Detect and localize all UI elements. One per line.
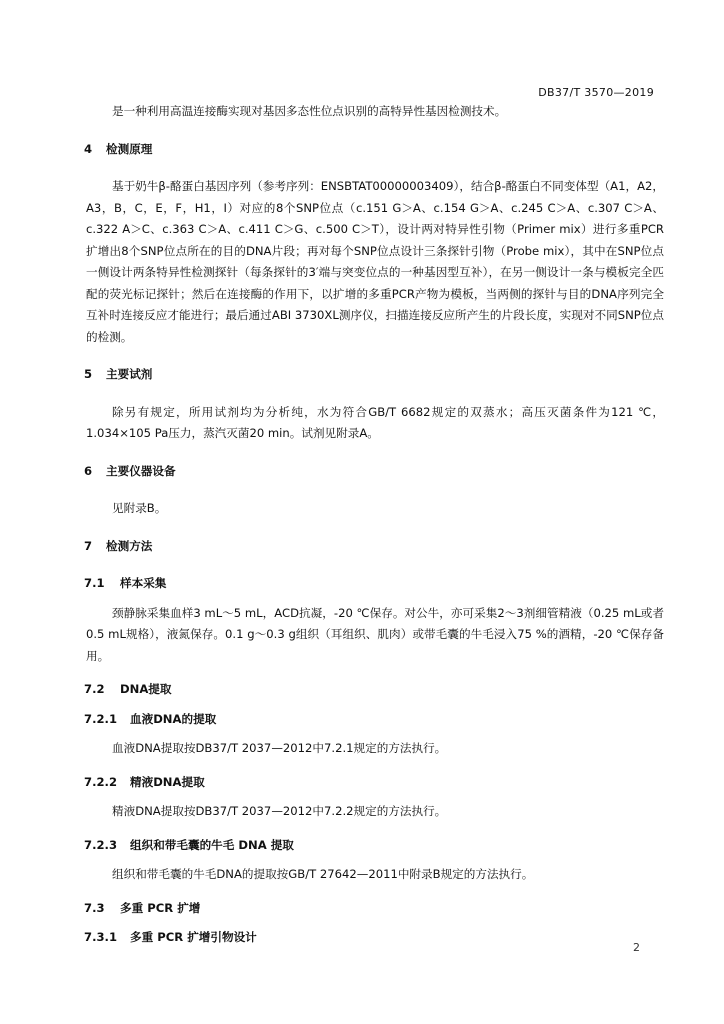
section-7-1-text: 颈静脉采集血样3 mL～5 mL，ACD抗凝，-20 ℃保存。对公牛，亦可采集2～3剂细管精液（0.25 mL或者0.5 mL规格），液氮保存。0.1 g～0.3 g组织（耳组织、肌肉）或带毛囊的牛毛浸入75 %的酒精，-20 ℃保存备用。 [86,605,664,663]
section-title: DNA提取 [120,682,172,696]
section-7-2-3-heading [84,835,664,857]
section-title: 血液DNA的提取 [130,711,217,726]
section-number: 7.2.2 [84,774,118,789]
section-5-heading [84,364,664,386]
section-7-2-heading [84,679,664,701]
section-number: 7 [84,538,93,553]
section-number: 7.2.3 [84,837,118,852]
intro-paragraph: 是一种利用高温连接酶实现对基因多态性位点识别的高特异性基因检测技术。 [112,104,507,118]
section-6-text: 见附录B。 [112,501,167,515]
standard-code: DB37/T 3570—2019 [538,86,654,99]
section-5-text: 除另有规定，所用试剂均为分析纯，水为符合GB/T 6682规定的双蒸水；高压灭菌条件为121 ℃，1.034×105 Pa压力，蒸汽灭菌20 min。试剂见附录A。 [86,404,664,440]
section-7-3-1-heading [84,927,664,949]
section-title: 样本采集 [120,576,167,590]
section-number: 7.1 [84,576,105,590]
section-title: 精液DNA提取 [130,774,205,789]
section-number: 6 [84,463,93,478]
document-body [86,101,664,949]
section-title: 多重 PCR 扩增引物设计 [130,930,257,944]
section-6-heading [84,461,664,483]
section-7-2-3-text: 组织和带毛囊的牛毛DNA的提取按GB/T 27642—2011中附录B规定的方法执行。 [112,867,534,881]
section-title: 多重 PCR 扩增 [120,900,201,915]
section-number: 7.2 [84,682,105,696]
section-7-heading [84,536,664,558]
section-title: 主要试剂 [106,367,153,381]
section-7-2-2-text: 精液DNA提取按DB37/T 2037—2012中7.2.2规定的方法执行。 [112,804,447,818]
section-number: 7.3 [84,900,105,915]
section-number: 7.2.1 [84,711,118,726]
section-4-text: 基于奶牛β-酪蛋白基因序列（参考序列：ENSBTAT00000003409），结合β-酪蛋白不同变体型（A1，A2，A3，B，C，E，F，H1，I）对应的8个SNP位点（c.151 G＞A、c.154 G＞A、c.245 C＞A、c.307 C＞A、c.322 A＞C、c.363 C＞A、c.411 C＞G、c.500 C＞T），设计两对特异性引物（Primer mix）进行多重PCR扩增出8个SNP位点所在的目的DNA片段；再对每个SNP位点设计三条探针引物（Probe mix），其中在SNP位点一侧设计两条特异性检测探针（每条探针的3′端与突变位点的一种基因型互补），在另一侧设计一条与模板完全匹配的荧光标记探针；然后在连接酶的作用下，以扩增的多重PCR产物为模板，当两侧的探针与目的DNA序列完全互补时连接反应才能进行；最后通过ABI 3730XL测序仪，扫描连接反应所产生的片段长度，实现对不同SNP位点的检测。 [86,179,664,344]
section-4-heading [84,139,664,161]
section-7-2-1-text: 血液DNA提取按DB37/T 2037—2012中7.2.1规定的方法执行。 [112,741,447,755]
section-7-2-1-heading [84,709,664,731]
section-title: 主要仪器设备 [106,463,176,478]
section-title: 检测原理 [106,141,153,156]
section-number: 5 [84,367,93,381]
section-7-1-heading [84,573,664,595]
section-7-2-2-heading [84,772,664,794]
section-title: 组织和带毛囊的牛毛 DNA 提取 [130,837,294,852]
section-title: 检测方法 [106,538,153,553]
section-number: 7.3.1 [84,930,118,944]
page-number: 2 [633,941,640,954]
section-7-3-heading [84,898,664,920]
section-number: 4 [84,141,93,156]
